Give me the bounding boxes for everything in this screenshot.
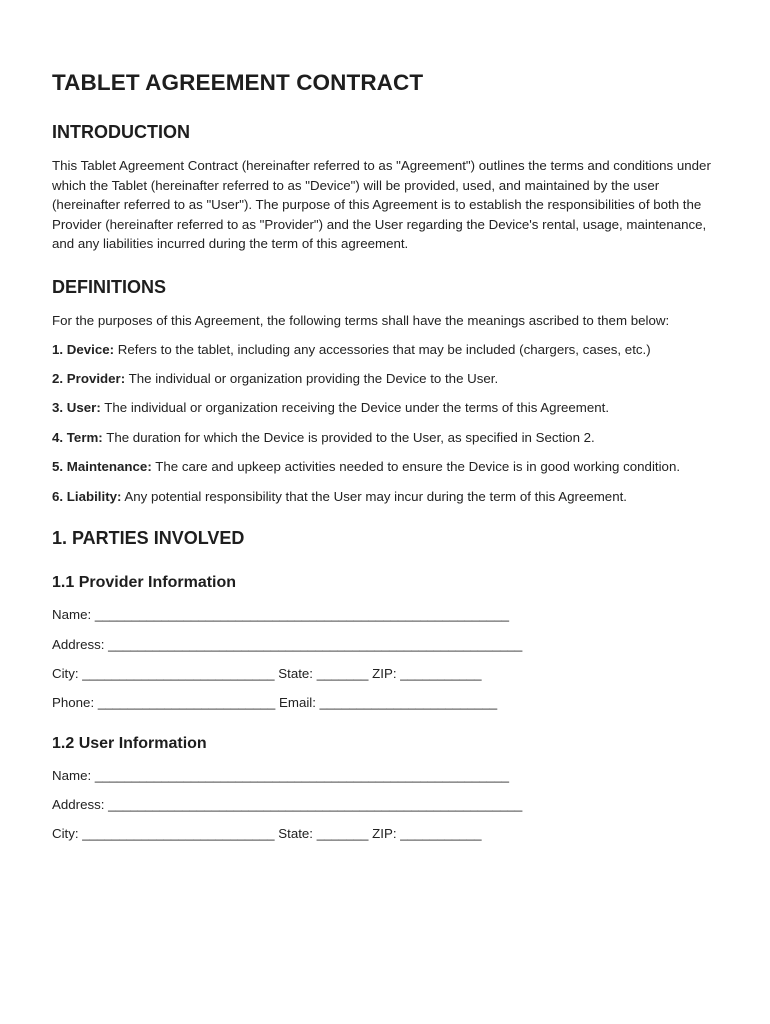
definition-term: 1. Device: (52, 341, 115, 357)
definition-provider (52, 369, 718, 389)
user-name-field[interactable]: Name: ________________________________________________________ (52, 767, 509, 783)
definition-text: Refers to the tablet, including any accessories that may be included (chargers, cases, etc.) (114, 341, 651, 357)
user-info-heading: 1.2 User Information (52, 734, 207, 752)
user-address-field[interactable]: Address: ________________________________________________________ (52, 797, 523, 813)
definition-maintenance (52, 457, 718, 477)
definition-text: The individual or organization receiving the Device under the terms of this Agreement. (100, 400, 610, 416)
definition-text: The care and upkeep activities needed to ensure the Device is in good working condition. (151, 459, 681, 475)
definitions-heading: DEFINITIONS (52, 276, 167, 297)
definition-term: 2. Provider: (52, 370, 126, 386)
definitions-list (52, 340, 718, 507)
definition-device (52, 340, 718, 360)
definitions-intro: For the purposes of this Agreement, the following terms shall have the meanings ascribed to them below: (52, 312, 670, 328)
provider-address-field[interactable]: Address: ________________________________________________________ (52, 636, 523, 652)
document-title: TABLET AGREEMENT CONTRACT (52, 70, 424, 95)
provider-info-heading: 1.1 Provider Information (52, 574, 237, 592)
definition-term: 6. Liability: (52, 488, 122, 504)
definition-term-item (52, 428, 718, 448)
introduction-heading: INTRODUCTION (52, 122, 190, 142)
user-city-state-zip-field[interactable]: City: __________________________ State: _______ ZIP: ___________ (52, 826, 482, 842)
definition-term: 5. Maintenance: (52, 459, 152, 475)
definition-text: The duration for which the Device is provided to the User, as specified in Section 2. (102, 429, 595, 445)
provider-name-field[interactable]: Name: ________________________________________________________ (52, 607, 509, 623)
introduction-text: This Tablet Agreement Contract (hereinafter referred to as "Agreement") outlines the terms and conditions under which the Tablet (hereinafter referred to as "Device") will be provided, used, and maintained by the user (hereinafter referred to as "User"). The purpose of this Agreement is to establish the responsibilities of both the Provider (hereinafter referred to as "Provider") and the User regarding the Device's rental, usage, maintenance, and any liabilities incurred during the term of this agreement. (52, 158, 711, 252)
definition-user (52, 398, 718, 418)
definition-liability (52, 487, 718, 507)
definition-text: The individual or organization providing the Device to the User. (125, 370, 499, 386)
definition-text: Any potential responsibility that the User may incur during the term of this Agreement. (121, 488, 627, 504)
definition-term: 3. User: (52, 400, 101, 416)
parties-heading: 1. PARTIES INVOLVED (52, 528, 245, 549)
definition-term: 4. Term: (52, 429, 103, 445)
provider-city-state-zip-field[interactable]: City: __________________________ State: _______ ZIP: ___________ (52, 665, 482, 681)
provider-phone-email-field[interactable]: Phone: ________________________ Email: ________________________ (52, 695, 498, 711)
